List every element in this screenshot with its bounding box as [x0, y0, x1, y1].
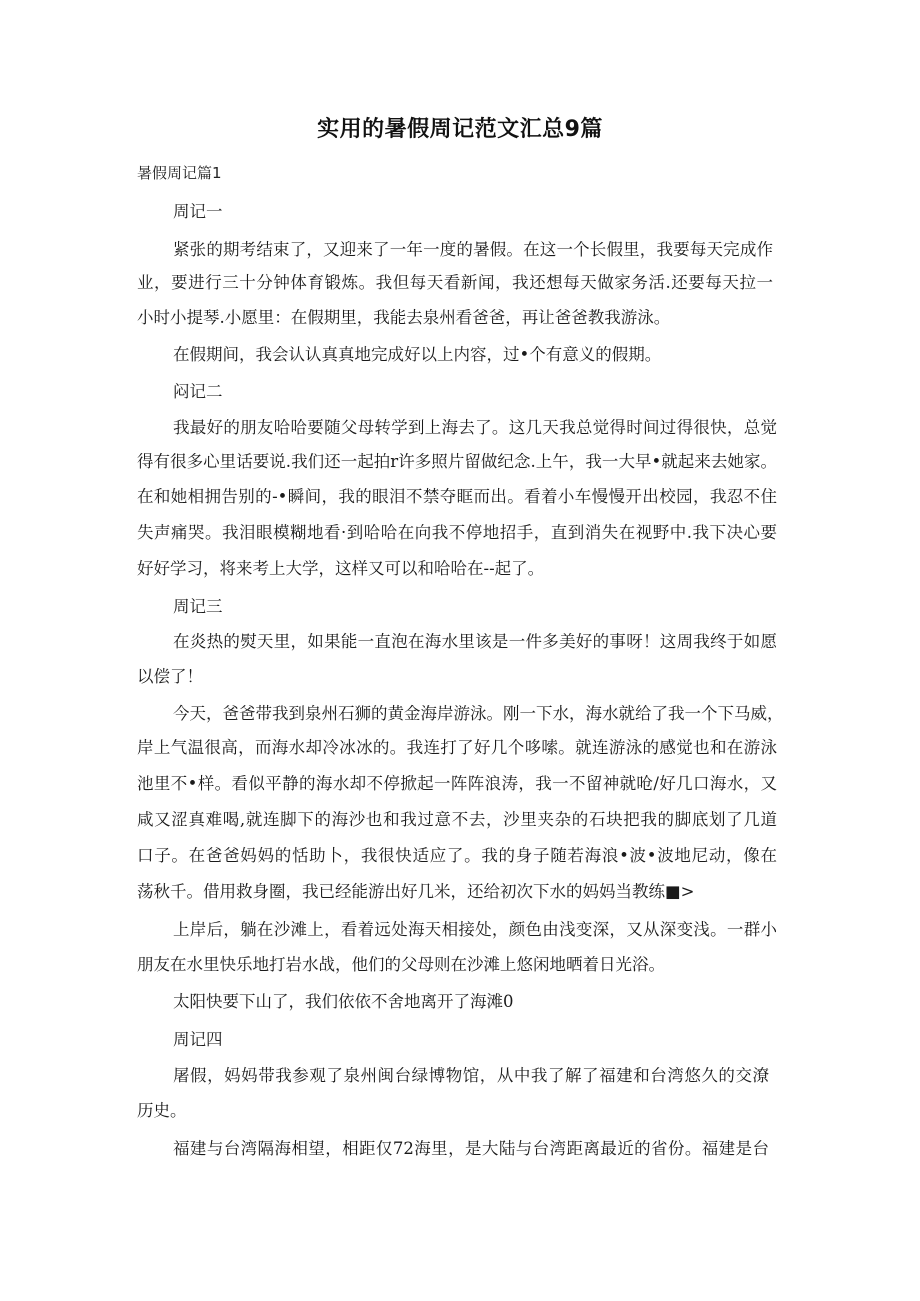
paragraph-line: 小时小提琴.小愿里：在假期里，我能去泉州看爸爸，再让爸爸教我游泳。 [137, 308, 671, 327]
paragraph-line: 福建与台湾隔海相望，相距仅72海里，是大陆与台湾距离最近的省份。福建是台 [173, 1139, 769, 1158]
heading-weekly-3: 周记三 [173, 597, 223, 616]
paragraph-line: 太阳快要下山了，我们依依不舍地离开了海滩0 [173, 992, 514, 1011]
paragraph-line: 在和她相拥告别的-•瞬间，我的眼泪不禁夺眶而出。看着小车慢慢开出校园，我忍不住 [137, 487, 777, 506]
paragraph-line: 失声痛哭。我泪眼模糊地看·到哈哈在向我不停地招手，直到消失在视野中.我下决心要 [137, 523, 777, 542]
paragraph-line: 在假期间，我会认认真真地完成好以上内容，过•个有意义的假期。 [173, 345, 662, 364]
document-title: 实用的暑假周记范文汇总9篇 [317, 117, 603, 142]
paragraph-line: 屠假，妈妈带我参观了泉州闽台绿博物馆，从中我了解了福建和台湾悠久的交潦 [173, 1066, 769, 1085]
paragraph-line: 朋友在水里快乐地打岩水战，他们的父母则在沙滩上悠闲地晒着日光浴。 [137, 955, 665, 974]
heading-weekly-1: 周记一 [173, 202, 223, 221]
paragraph-line: 在炎热的熨天里，如果能一直泡在海水里该是一件多美好的事呀！这周我终于如愿 [173, 632, 777, 651]
section-label: 暑假周记篇1 [137, 164, 222, 182]
paragraph-line: 我最好的朋友哈哈要随父母转学到上海去了。这几天我总觉得时间过得很快，总觉 [173, 418, 777, 437]
heading-weekly-2: 闷记二 [173, 382, 223, 401]
paragraph-line: 岸上气温很高，而海水却冷冰冰的。我连打了好几个哆嗦。就连游泳的感觉也和在游泳 [137, 738, 777, 757]
paragraph-line: 得有很多心里话要说.我们还一起拍r许多照片留做纪念.上午，我一大早•就起来去她家。 [137, 452, 777, 471]
paragraph-line: 今天，爸爸带我到泉州石狮的黄金海岸游泳。刚一下水，海水就给了我一个下马威， [173, 704, 784, 723]
paragraph-line: 业，要进行三十分钟体育锻炼。我但每天看新闻，我还想每天做家务活.还要每天拉一 [137, 273, 773, 292]
paragraph-line: 咸又涩真难喝,就连脚下的海沙也和我过意不去，沙里夹杂的石块把我的脚底划了几道 [137, 810, 777, 829]
heading-weekly-4: 周记四 [173, 1030, 223, 1049]
paragraph-line: 上岸后，躺在沙滩上，看着远处海天相接处，颜色由浅变深，又从深变浅。一群小 [173, 920, 777, 939]
paragraph-line: 历史。 [137, 1101, 187, 1120]
paragraph-line: 以偿了！ [137, 667, 203, 686]
paragraph-line: 紧张的期考结束了，又迎来了一年一度的暑假。在这一个长假里，我要每天完成作 [173, 240, 773, 259]
paragraph-line: 口子。在爸爸妈妈的恬助卜，我很快适应了。我的身子随若海浪•波•波地尼动，像在 [137, 846, 777, 865]
paragraph-line: 好好学习，将来考上大学，这样又可以和哈哈在--起了。 [137, 559, 545, 578]
paragraph-line: 荡秋千。借用救身圈，我已经能游出好几米，还给初次下水的妈妈当教练■> [137, 882, 695, 901]
paragraph-line: 池里不•样。看似平静的海水却不停掀起一阵阵浪涛，我一不留神就呛/好几口海水，又 [137, 774, 777, 793]
